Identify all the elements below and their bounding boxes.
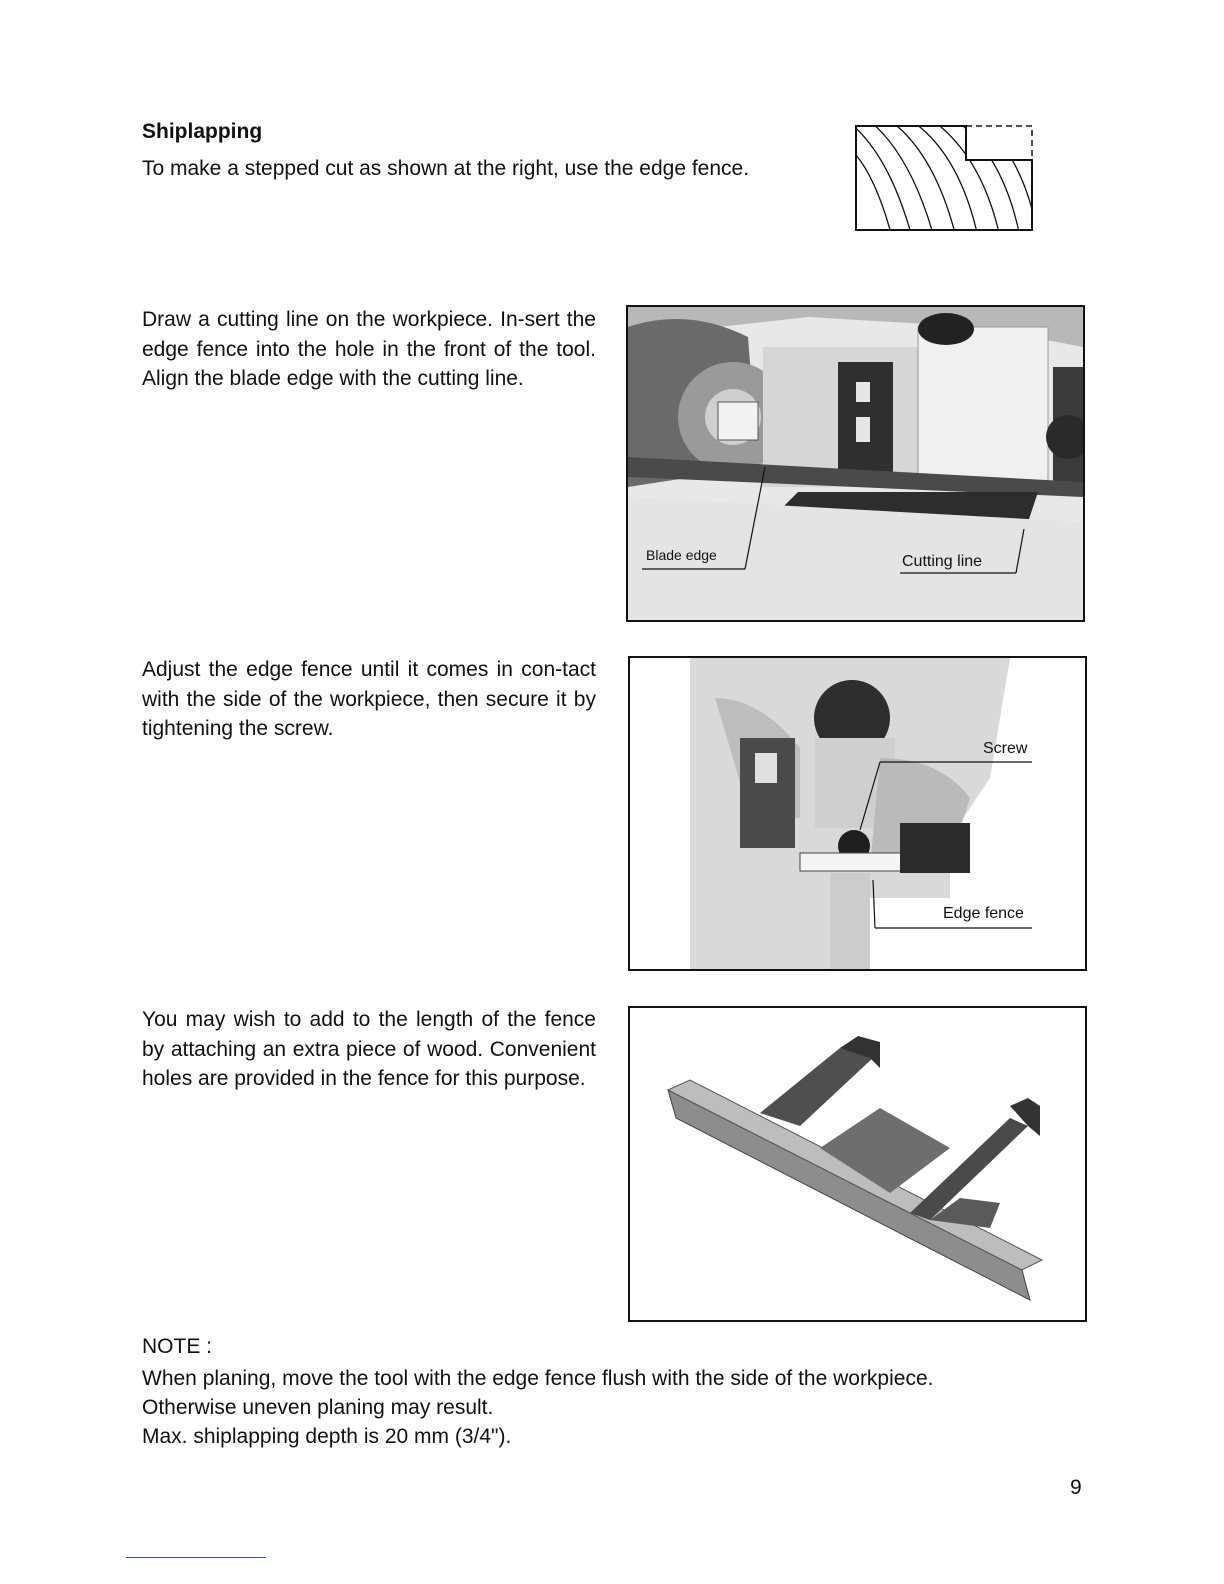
section-title: Shiplapping: [142, 120, 263, 143]
page-number: 9: [1070, 1476, 1082, 1499]
photo-edge-fence-part: [628, 1006, 1087, 1322]
cutting-line-label: Cutting line: [902, 553, 983, 570]
stepped-cut-diagram: [852, 122, 1036, 234]
intro-text: To make a stepped cut as shown at the right, use the edge fence.: [142, 157, 750, 180]
note-line-1: When planing, move the tool with the edge fence flush with the side of the workpiece.: [142, 1367, 934, 1390]
blade-edge-label: Blade edge: [646, 547, 717, 563]
note-line-3: Max. shiplapping depth is 20 mm (3/4").: [142, 1425, 512, 1448]
edge-fence-label: Edge fence: [943, 905, 1024, 922]
step-3-text: You may wish to add to the length of the fence by attaching an extra piece of wood. Convenient holes are provided in the fence for this purpose.: [142, 1008, 596, 1090]
footer-rule: [126, 1557, 266, 1558]
photo-edge-fence-screw: [628, 656, 1087, 971]
note-line-2: Otherwise uneven planing may result.: [142, 1396, 494, 1419]
screw-label: Screw: [983, 740, 1028, 757]
step-1-text: Draw a cutting line on the workpiece. In-sert the edge fence into the hole in the front of the tool. Align the blade edge with the cutting line.: [142, 308, 596, 390]
photo-blade-alignment: [626, 305, 1085, 622]
note-title: NOTE :: [142, 1335, 213, 1358]
step-2-text: Adjust the edge fence until it comes in con-tact with the side of the workpiece, then secure it by tightening the screw.: [142, 658, 596, 740]
